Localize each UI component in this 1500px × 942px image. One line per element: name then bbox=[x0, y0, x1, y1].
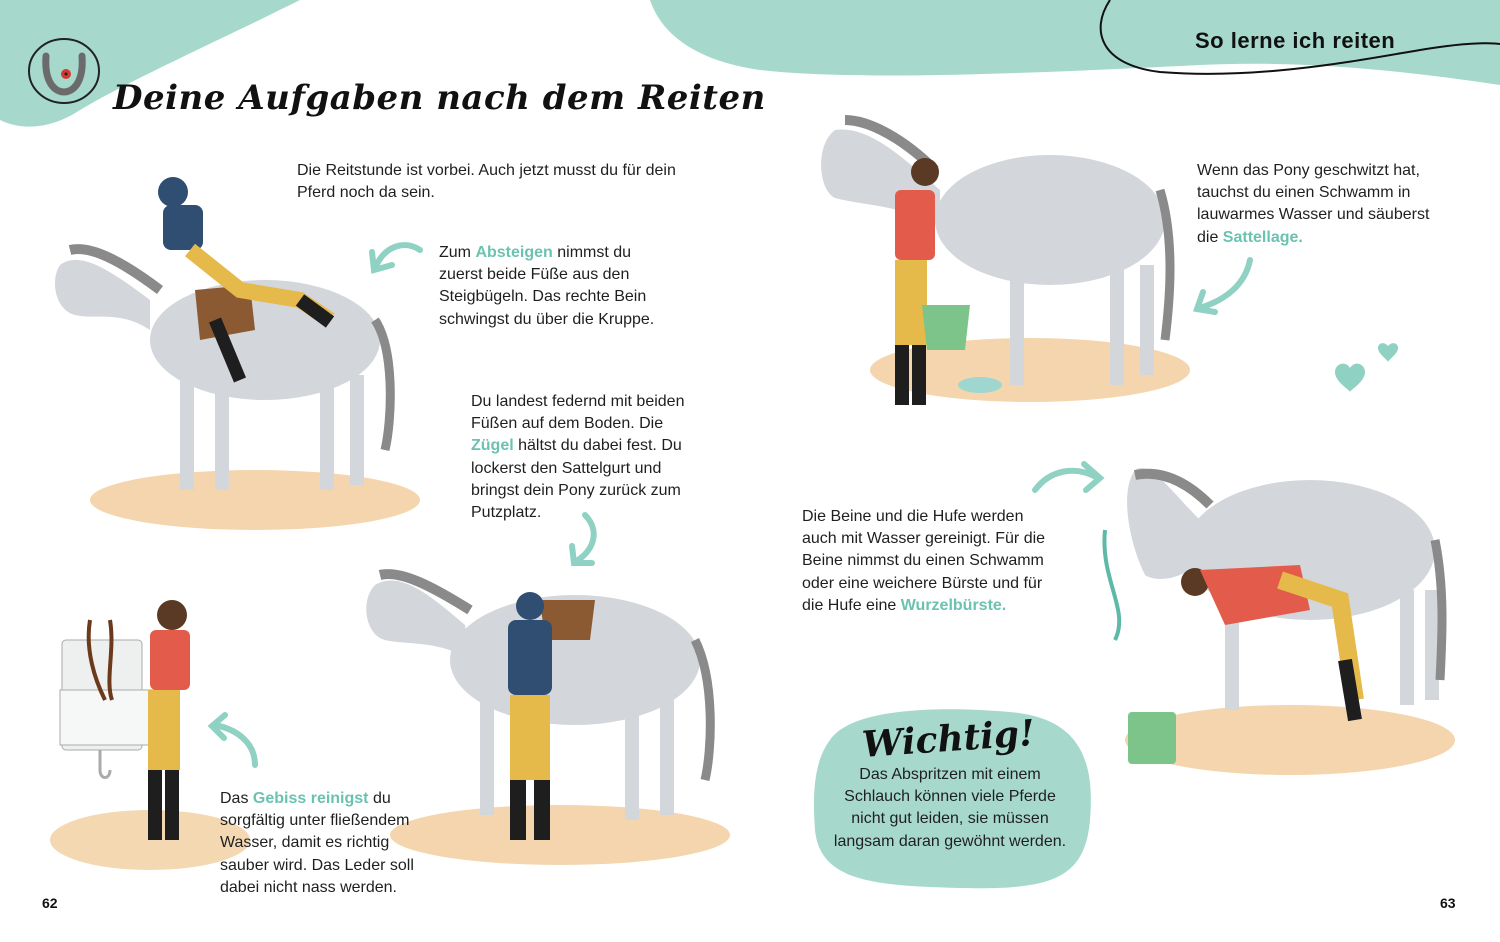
bit-text-pre: Das bbox=[220, 790, 253, 807]
heart-icon bbox=[1378, 343, 1398, 362]
dismount-highlight: Absteigen bbox=[475, 244, 553, 261]
arrow-icon bbox=[212, 715, 255, 765]
landing-paragraph bbox=[471, 391, 709, 524]
bit-text-post: du sorgfältig unter fließendem Wasser, damit es richtig sauber wird. Das Leder soll dabei nicht nass werden. bbox=[220, 790, 414, 896]
intro-paragraph: Die Reitstunde ist vorbei. Auch jetzt musst du für dein Pferd noch da sein. bbox=[297, 162, 676, 202]
legs-text-pre: Die Beine und die Hufe werden auch mit Wasser gereinigt. Für die Beine nimmst du einen Schwamm oder eine weichere Bürste und für die Hufe eine bbox=[802, 508, 1046, 614]
important-heading: Wichtig! bbox=[860, 712, 1037, 766]
arrow-icon bbox=[1035, 464, 1100, 490]
dismount-text-post: nimmst du zuerst beide Füße aus den Steigbügeln. Das rechte Bein schwingst du über die Kruppe. bbox=[439, 244, 655, 328]
page-title: Deine Aufgaben nach dem Reiten bbox=[113, 78, 766, 118]
dismount-illustration bbox=[55, 177, 420, 530]
page-number-left: 62 bbox=[42, 895, 58, 911]
section-title: So lerne ich reiten bbox=[1195, 28, 1396, 53]
legs-paragraph bbox=[802, 506, 1047, 617]
bit-paragraph bbox=[220, 788, 438, 899]
sweat-highlight: Sattellage. bbox=[1222, 228, 1303, 246]
landing-highlight: Zügel bbox=[471, 437, 514, 455]
arrow-icon bbox=[372, 245, 420, 270]
leg-washing-illustration bbox=[1104, 468, 1455, 775]
sweat-text-pre: Wenn das Pony geschwitzt hat, tauchst du einen Schwamm in lauwarmes Wasser und säuberst die bbox=[1197, 162, 1430, 246]
dismount-text-pre: Zum bbox=[439, 244, 476, 261]
sponge-illustration bbox=[821, 120, 1190, 405]
dismount-paragraph bbox=[439, 242, 679, 331]
landing-text-post: hältst du dabei fest. Du lockerst den Sattelgurt und bringst dein Pony zurück zum Putzplatz. bbox=[471, 437, 682, 522]
sweat-paragraph bbox=[1197, 160, 1447, 249]
legs-highlight: Wurzelbürste. bbox=[900, 596, 1007, 614]
landing-text-pre: Du landest federnd mit beiden Füßen auf dem Boden. Die bbox=[471, 393, 685, 433]
bit-highlight: Gebiss reinigst bbox=[252, 790, 369, 807]
important-text: Das Abspritzen mit einem Schlauch können viele Pferde nicht gut leiden, sie müssen langsam daran gewöhnt werden. bbox=[833, 766, 1067, 850]
arrow-icon bbox=[1197, 260, 1250, 312]
heart-icon bbox=[1335, 364, 1365, 392]
page-number-right: 63 bbox=[1440, 895, 1456, 911]
